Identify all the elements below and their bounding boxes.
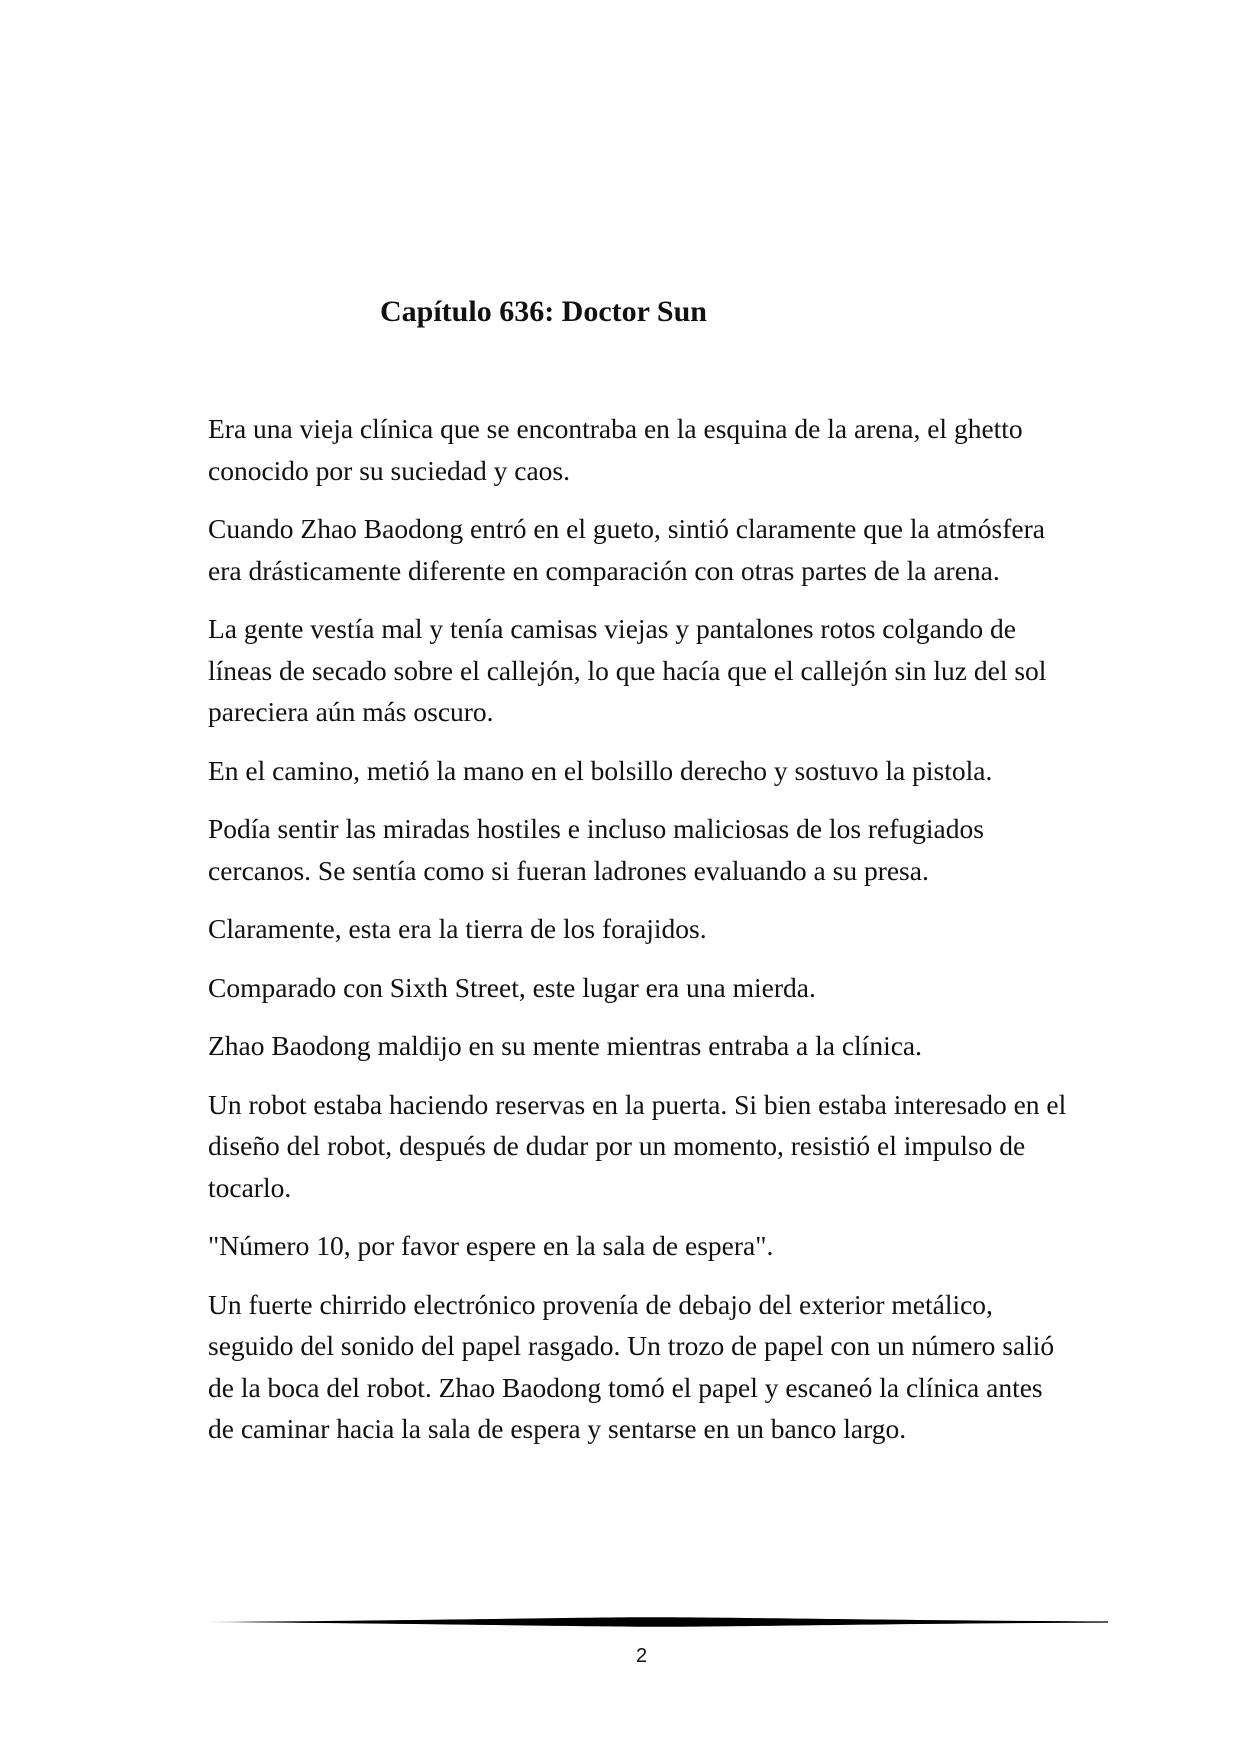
page-number: 2 — [635, 1645, 648, 1667]
footer-divider — [208, 1616, 1108, 1628]
paragraph: Un robot estaba haciendo reservas en la puerta. Si bien estaba interesado en el diseño del robot, después de dudar por un momento, resistió el impulso de tocarlo. — [208, 1088, 1067, 1203]
paragraph: Zhao Baodong maldijo en su mente mientras entraba a la clínica. — [208, 1030, 922, 1061]
paragraph: Un fuerte chirrido electrónico provenía de debajo del exterior metálico, seguido del sonido del papel rasgado. Un trozo de papel con un número salió de la boca del robot. Zhao Baodong tomó el papel y escaneó la clínica antes de caminar hacia la sala de espera y sentarse en un banco largo. — [208, 1288, 1055, 1444]
paragraph: Era una vieja clínica que se encontraba en la esquina de la arena, el ghetto conocido por su suciedad y caos. — [208, 413, 1023, 486]
paragraph: Claramente, esta era la tierra de los forajidos. — [208, 913, 707, 944]
paragraph: "Número 10, por favor espere en la sala de espera". — [208, 1230, 774, 1261]
chapter-title: Capítulo 636: Doctor Sun — [380, 295, 707, 328]
paragraph: Podía sentir las miradas hostiles e incluso maliciosas de los refugiados cercanos. Se sentía como si fueran ladrones evaluando a su presa. — [208, 813, 984, 886]
paragraph: En el camino, metió la mano en el bolsillo derecho y sostuvo la pistola. — [208, 754, 993, 786]
paragraph: Cuando Zhao Baodong entró en el gueto, sintió claramente que la atmósfera era drásticamente diferente en comparación con otras partes de la arena. — [208, 513, 1045, 586]
paragraph: Comparado con Sixth Street, este lugar era una mierda. — [208, 971, 816, 1003]
paragraph: La gente vestía mal y tenía camisas viejas y pantalones rotos colgando de líneas de secado sobre el callejón, lo que hacía que el callejón sin luz del sol pareciera aún más oscuro. — [208, 613, 1047, 727]
chapter-body — [208, 408, 1068, 1467]
